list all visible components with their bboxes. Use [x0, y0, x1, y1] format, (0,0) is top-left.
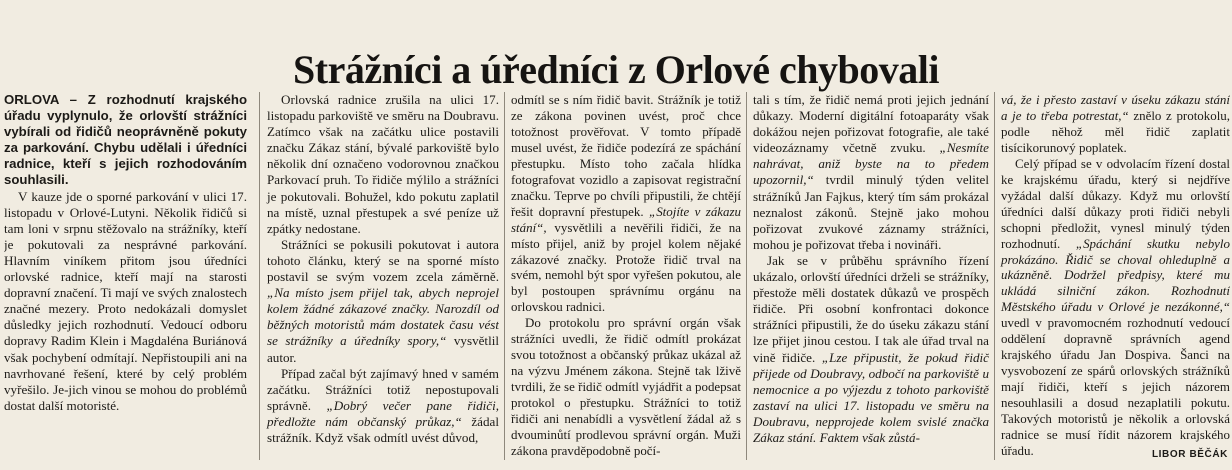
- article-columns: [0, 92, 1232, 468]
- quote: „Nesmíte nahrávat, aniž byste na to předem upozornil,“: [753, 140, 989, 188]
- paragraph: [511, 92, 741, 315]
- quote: „Na místo jsem přijel tak, abych neprojel kolem žádné zákazové značky. Narozdíl od běžných motoristů mám dostatek času vést se strážníky a úředníky spory,“: [267, 285, 499, 349]
- headline: Strážníci a úředníci z Orlové chybovali: [293, 46, 939, 92]
- text: vysvětlil autor.: [267, 333, 499, 365]
- column-2: [259, 92, 499, 460]
- column-4: [746, 92, 989, 460]
- column-5: [994, 92, 1230, 460]
- paragraph: V kauze jde o sporné parkování v ulici 17. listopadu v Orlové-Lutyni. Několik řidičů si tam loni v srpnu stěžovalo na strážníky, kteří je pokutovali za nesprávné parkování. Hlavním viníkem přitom jsou úředníci orlovské radnice, kteří mají na starosti dopravní značení. Ti mají ve svých znalostech značné mezery. Proto nedokázali domyslet důsledky jejich rozhodnutí. Vedoucí odboru dopravy Radim Klein i Magdaléna Buriánová však pochybení odmítají. Nepřistoupili ani na navrhované řešení, které by celý problém vyřešilo. Je-jich vinou se mohou do problémů dostat další motoristé.: [4, 188, 247, 413]
- text: Strážníci se pokusili pokutovat i autora tohoto článku, který se na sporné místo postavil se svým vozem zcela záměrně.: [267, 236, 499, 285]
- paragraph: [267, 366, 499, 446]
- paragraph: [1001, 92, 1230, 156]
- paragraph: Do protokolu pro správní orgán však strážníci uvedli, že řidič odmítl prokázat svou totožnost a občanský průkaz ukázal až na výzvu Jménem zákona. Stejně tak lživě tvrdili, že se řidič odmítl vyjádřit a podepsat protokol o přestupku. Strážníci to totiž řidiči ani nenabídli a vysvětlení žádal až s dvouminůtí prodlevou správní orgán. Muži zákona pravděpodobně počí-: [511, 315, 741, 458]
- paragraph: [753, 253, 989, 446]
- quote: „Spáchání skutku nebylo prokázáno. Řidič se choval ohleduplně a ukázněně. Dodržel předpisy, které mu ukládá silniční zákon. Rozhodnutí Městského úřadu v Orlové je nezákonné,“: [1001, 235, 1230, 315]
- quote: „Stojíte v zákazu stání“,: [511, 203, 741, 235]
- text: odmítl se s ním řidič bavit. Strážník je totiž ze zákona povinen uvést, proč chce totožnost prověřovat. V tomto případě musel uvést, že řidiče podezírá ze spáchání přestupku. Místo toho začala hlídka fotografovat vozidlo a zapisovat registrační značku. Teprve po chvíli připustili, že chtějí řešit dopravní přestupek.: [511, 92, 741, 219]
- text: Celý případ se v odvolacím řízení dostal ke krajskému úřadu, který si nejdříve vyžádal další důkazy. Když mu orlovští úředníci další důkazy proti řidiči nebyli schopni předložit, vynesl minulý týden rozhodnutí.: [1001, 155, 1230, 251]
- author-byline: LIBOR BĚČÁK: [1151, 449, 1228, 460]
- quote: „Dobrý večer pane řidiči, předložte nám občanský průkaz,“: [267, 397, 499, 429]
- column-3: [504, 92, 741, 460]
- text: Jak se v průběhu správního řízení ukázalo, orlovští úředníci drželi se strážníky, přestože měli dostatek důkazů ve prospěch řidiče. Při osobní konfrontaci dokonce strážníci připustili, že do úseku zákazu stání lze přijet jinou cestou. I tak ale úřad trval na vině řidiče.: [753, 252, 989, 365]
- paragraph: [267, 237, 499, 366]
- lead-paragraph: ORLOVA – Z rozhodnutí krajského úřadu vyplynulo, že orlovští strážníci vybírali od řidičů neoprávněně pokuty za parkování. Chybu udělali i úředníci radnice, kteří s jejich rozhodováním souhlasili.: [4, 92, 247, 188]
- paragraph: [1001, 156, 1230, 459]
- quote: vá, že i přesto zastaví v úseku zákazu stání a je to třeba potrestat,“: [1001, 92, 1230, 123]
- column-1: [4, 92, 247, 460]
- quote: „Lze připustit, že pokud řidič přijede od Doubravy, odbočí na parkoviště u nemocnice a po výjezdu z tohoto parkoviště zastaví na ulici 17. listopadu ve směru na Doubravu, nepprojede kolem svislé značka Zákaz stání. Faktem však zůstá-: [753, 349, 989, 445]
- paragraph: [753, 92, 989, 253]
- text: žádal strážník. Když však odmítl uvést důvod,: [267, 413, 499, 445]
- text: tvrdil minulý týden velitel strážníků Jan Fajkus, který tím sám prokázal neznalost zákonů. Stejně jako mohou pořizovat zvukové záznamy strážníci, mohou je pořizovat třeba i novináři.: [753, 172, 989, 252]
- text: znělo z protokolu, podle něhož měl řidič zaplatit tisícikorunový poplatek.: [1001, 107, 1230, 155]
- text: Případ začal být zajímavý hned v samém začátku. Strážníci totiž nepostupovali správně.: [267, 365, 499, 413]
- text: uvedl v pravomocném rozhodnutí vedoucí oddělení dopravně správních agend krajského úřadu Jan Dospiva. Šanci na vysvobození ze spárů orlovských strážníků mají řidiči, kteří s jejich názorem nesouhlasili a dosud nezaplatili pokutu. Takových motoristů je několik a orlovská radnice se musí řídit názorem krajského úřadu.: [1001, 315, 1230, 458]
- text: vysvětlili a nevěřili řidiči, že na místo přijel, aniž by projel kolem nějaké zákazové značky. Protože řidič trval na svém, nemohl být spor vyřešen pokutou, ale byl postoupen správnímu orgánu na orlovskou radnici.: [511, 219, 741, 315]
- text: tali s tím, že řidič nemá proti jejich jednání důkazy. Moderní digitální fotoaparáty však dokážou nejen pořizovat fotografie, ale také videozáznamy včetně zvuku.: [753, 92, 989, 156]
- paragraph: Orlovská radnice zrušila na ulici 17. listopadu parkoviště ve směru na Doubravu. Zatímco však na začátku ulice postavili značku Zákaz stání, bývalé parkoviště bylo několik dní označeno vodorovnou značkou Parkovací pruh. To řidiče mýlilo a strážníci je pokutovali. Bohužel, kdo pokutu zaplatil na místě, uznal přestupek a své peníze už zpátky nedostane.: [267, 92, 499, 236]
